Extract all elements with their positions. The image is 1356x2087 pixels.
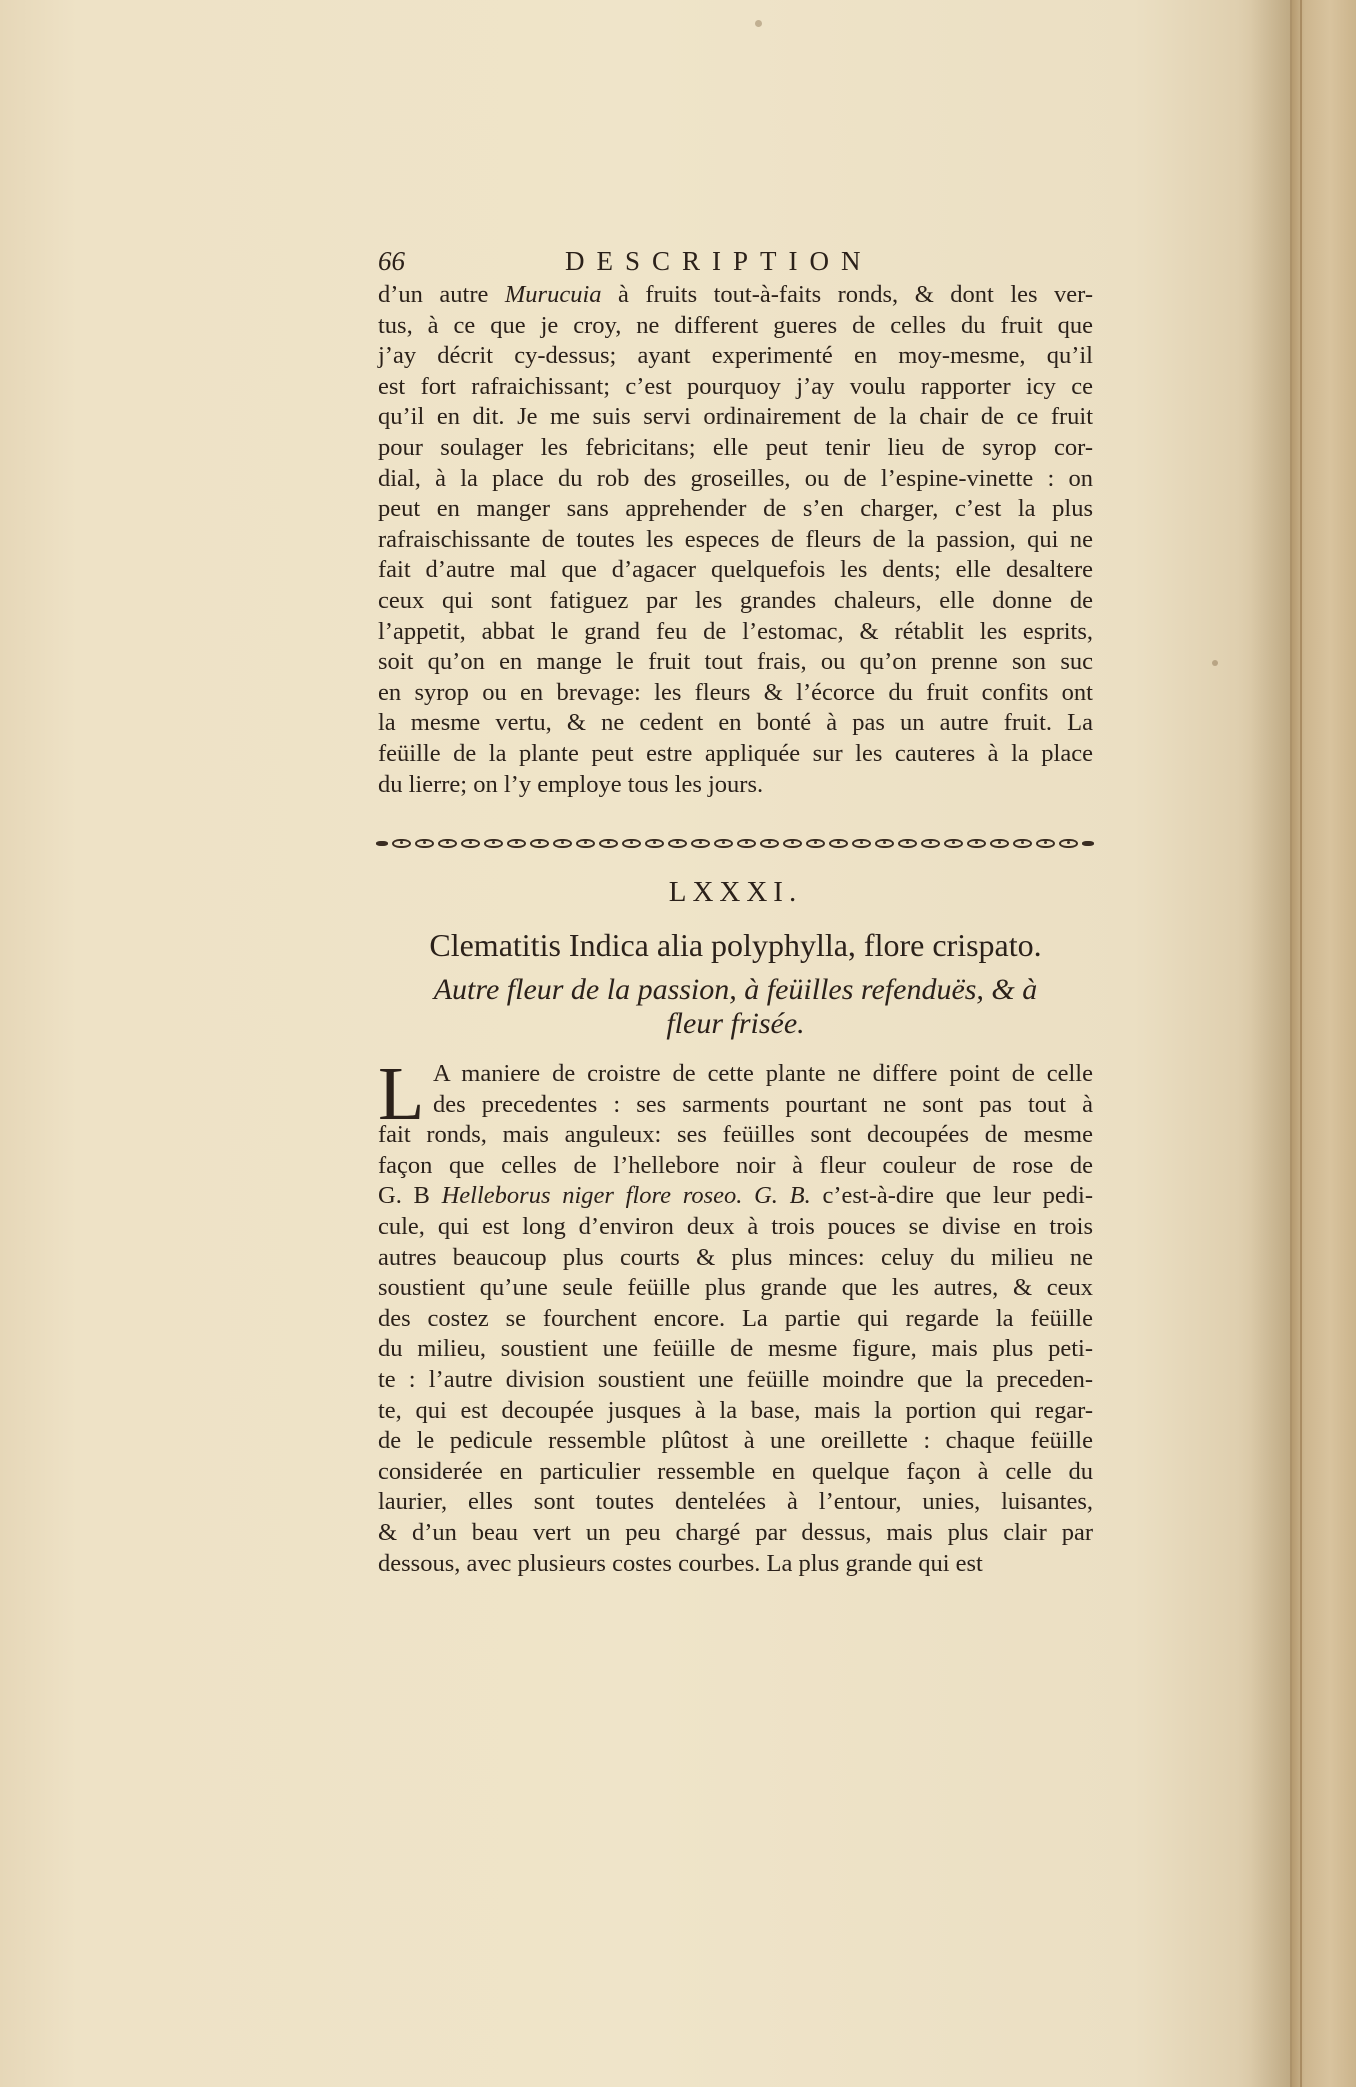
text-line: tus, à ce que je croy, ne different gueres de celles du fruit que	[378, 311, 1093, 339]
text-line: l’appetit, abbat le grand feu de l’estomac, & rétablit les esprits,	[378, 617, 1093, 645]
ornament-knot	[576, 839, 595, 848]
ornament-knot	[438, 839, 457, 848]
ornament-knot	[760, 839, 779, 848]
ornament-knot	[990, 839, 1009, 848]
text-line: considerée en particulier ressemble en quelque façon à celle du	[378, 1457, 1093, 1485]
text-line: autres beaucoup plus courts & plus minces: celuy du milieu ne	[378, 1243, 1093, 1271]
ornament-knot	[921, 839, 940, 848]
text-line: te, qui est decoupée jusques à la base, mais la portion qui regar-	[378, 1396, 1093, 1424]
page-shadow	[1250, 0, 1292, 2087]
text-run: c’est-à-dire que leur pedi-	[810, 1182, 1093, 1210]
ornament-knot	[1036, 839, 1055, 848]
text-block	[378, 246, 1093, 1579]
page-edge	[1292, 0, 1356, 2087]
text-line: ceux qui sont fatiguez par les grandes chaleurs, elle donne de	[378, 586, 1093, 614]
text-line: j’ay décrit cy-dessus; ayant experimenté en moy-mesme, qu’il	[378, 342, 1093, 370]
text-line: en syrop ou en brevage: les fleurs & l’écorce du fruit confits ont	[378, 678, 1093, 706]
page-number: 66	[378, 246, 405, 276]
text-line: du lierre; on l’y employe tous les jours.	[378, 770, 764, 798]
text-line	[378, 1181, 1093, 1212]
page-header	[378, 246, 1093, 280]
text-line: rafraischissante de toutes les especes de fleurs de la passion, qui ne	[378, 525, 1093, 553]
paragraph-1	[378, 280, 1093, 800]
ornamental-rule	[376, 834, 1094, 852]
text-line	[378, 280, 1093, 311]
paragraph-2-lines	[378, 1052, 1093, 1579]
ornament-knot	[484, 839, 503, 848]
ornament-knot	[507, 839, 526, 848]
ornament-knot	[553, 839, 572, 848]
ornament-knot	[645, 839, 664, 848]
text-line: laurier, elles sont toutes dentelées à l’entour, unies, luisantes,	[378, 1488, 1093, 1516]
text-line: te : l’autre division soustient une feüille moindre que la preceden-	[378, 1366, 1093, 1394]
latin-title: Clematitis Indica alia polyphylla, flore crispato.	[429, 927, 1042, 964]
ornament-knot	[714, 839, 733, 848]
drop-cap: L	[378, 1052, 425, 1137]
text-run: G. B	[378, 1182, 442, 1210]
ornament-knot	[415, 839, 434, 848]
ornament-knot	[1059, 839, 1078, 848]
ornament-knot	[967, 839, 986, 848]
text-line: soustient qu’une seule feüille plus grande que les autres, & ceux	[378, 1274, 1093, 1302]
text-line: feüille de la plante peut estre appliquée sur les cauteres à la place	[378, 739, 1093, 767]
text-line: la mesme vertu, & ne cedent en bonté à pas un autre fruit. La	[378, 709, 1093, 737]
text-line: est fort rafraichissant; c’est pourquoy j’ay voulu rapporter icy ce	[378, 372, 1093, 400]
ornament-knot	[944, 839, 963, 848]
ornament-end	[376, 841, 388, 846]
text-line: A maniere de croistre de cette plante ne differe point de celle	[433, 1060, 1093, 1088]
ornament-knot	[622, 839, 641, 848]
text-run: à fruits tout-à-faits ronds, & dont les ver-	[601, 281, 1093, 308]
text-line: soit qu’on en mange le fruit tout frais, ou qu’on prenne son suc	[378, 648, 1093, 676]
ornament-knot	[852, 839, 871, 848]
ornament-knot	[829, 839, 848, 848]
ornament-knot	[875, 839, 894, 848]
text-line: fait ronds, mais anguleux: ses feüilles sont decoupées de mesme	[378, 1121, 1093, 1149]
ink-speck	[755, 20, 762, 27]
text-line: de le pedicule ressemble plûtost à une oreillette : chaque feüille	[378, 1427, 1093, 1455]
text-line: dial, à la place du rob des groseilles, ou de l’espine-vinette : on	[378, 464, 1093, 492]
french-title	[378, 973, 1093, 1041]
section-number: LXXXI.	[668, 876, 803, 909]
ornament-knot	[1013, 839, 1032, 848]
ornament-knot	[783, 839, 802, 848]
italic-term: Murucuia	[504, 281, 602, 308]
text-line: des costez se fourchent encore. La partie qui regarde la feüille	[378, 1304, 1093, 1332]
ornament-knot	[737, 839, 756, 848]
french-title-line-1: Autre fleur de la passion, à feüilles refenduës, & à	[433, 973, 1038, 1007]
text-line: pour soulager les febricitans; elle peut tenir lieu de syrop cor-	[378, 433, 1093, 461]
ornament-knot	[392, 839, 411, 848]
text-line: & d’un beau vert un peu chargé par dessus, mais plus clair par	[378, 1519, 1093, 1546]
italic-term: Helleborus niger flore roseo. G. B.	[441, 1182, 811, 1210]
ornament-knot	[691, 839, 710, 848]
ornament-knot	[806, 839, 825, 848]
ornament-knot	[668, 839, 687, 848]
ornament-end	[1082, 841, 1094, 846]
ornament-knot	[461, 839, 480, 848]
text-line: peut en manger sans apprehender de s’en charger, c’est la plus	[378, 495, 1093, 523]
ornament-knot	[530, 839, 549, 848]
text-line: façon que celles de l’hellebore noir à fleur couleur de rose de	[378, 1151, 1093, 1179]
text-line: dessous, avec plusieurs costes courbes. La plus grande qui est	[378, 1549, 983, 1577]
text-run: d’un autre	[378, 281, 505, 308]
french-title-line-2: fleur frisée.	[666, 1007, 805, 1041]
paragraph-2	[378, 1052, 1093, 1579]
text-line: cule, qui est long d’environ deux à trois pouces se divise en trois	[378, 1213, 1093, 1241]
text-line: qu’il en dit. Je me suis servi ordinairement de la chair de ce fruit	[378, 403, 1093, 431]
text-line: fait d’autre mal que d’agacer quelquefois les dents; elle desaltere	[378, 556, 1093, 584]
ink-speck	[1212, 660, 1218, 666]
text-line: des precedentes : ses sarments pourtant ne sont pas tout à	[433, 1090, 1093, 1118]
text-line: du milieu, soustient une feüille de mesme figure, mais plus peti-	[378, 1335, 1093, 1363]
running-title: DESCRIPTION	[565, 246, 873, 276]
ornament-knot	[599, 839, 618, 848]
ornament-knot	[898, 839, 917, 848]
